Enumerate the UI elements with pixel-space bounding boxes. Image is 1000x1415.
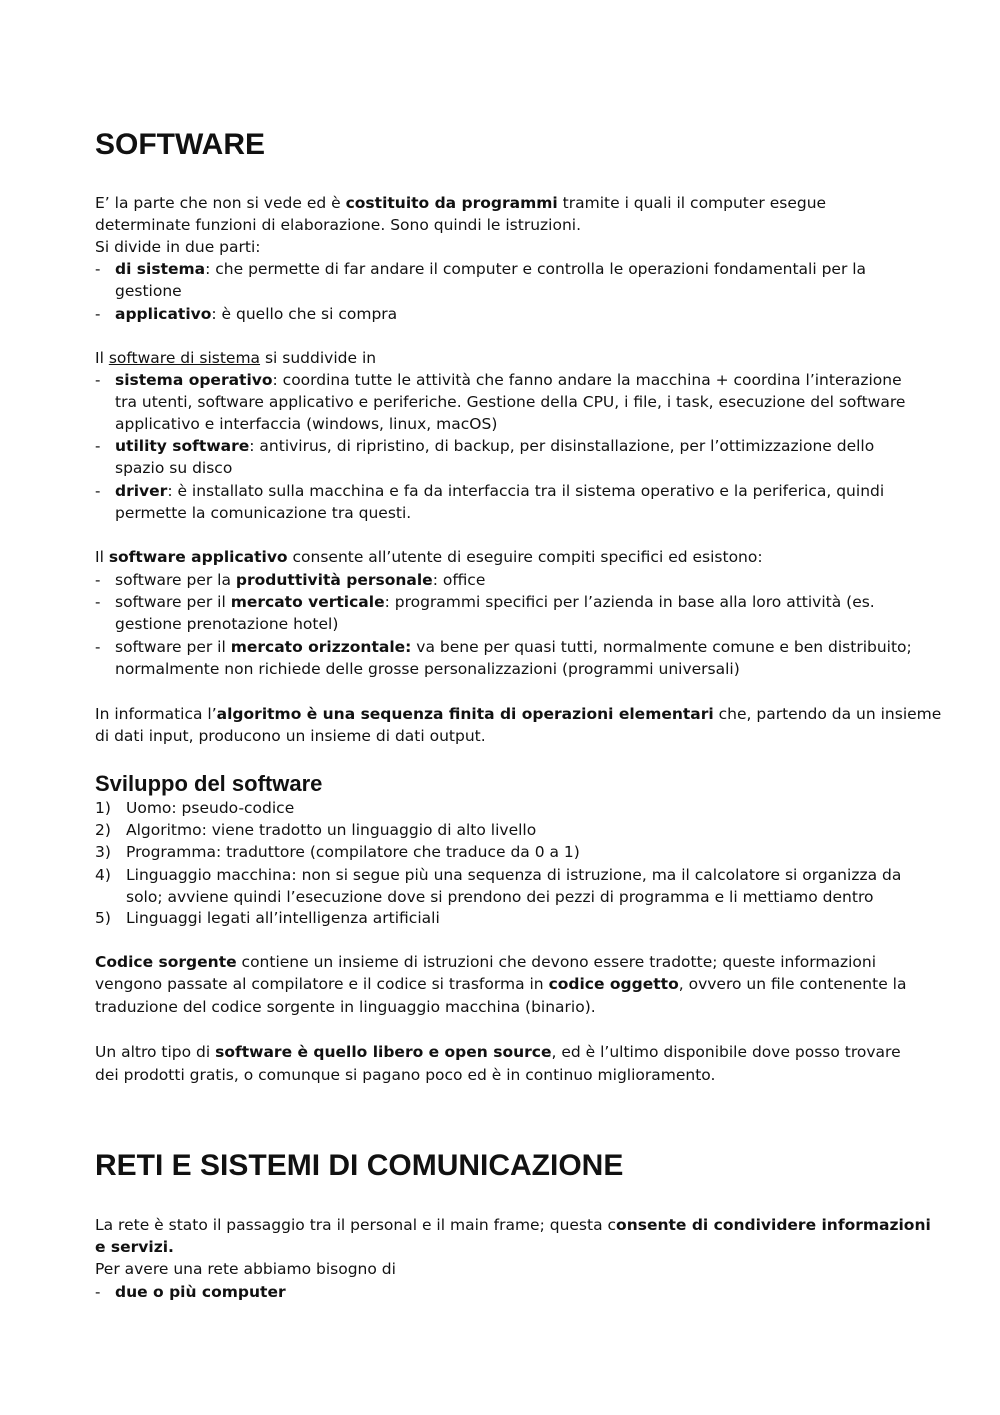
section-title-reti: RETI E SISTEMI DI COMUNICAZIONE [95, 1149, 624, 1182]
list-bullet: - [95, 1283, 101, 1301]
paragraph-line: E’ la parte che non si vede ed è costituito da programmi tramite i quali il computer esegue [95, 194, 827, 212]
paragraph-line: e servizi. [95, 1238, 174, 1256]
list-number: 3) [95, 843, 111, 861]
list-item-continuation: solo; avviene quindi l’esecuzione dove si prendono dei pezzi di programma e li mettiamo dentro [126, 888, 874, 906]
list-item: Algoritmo: viene tradotto un linguaggio di alto livello [126, 821, 537, 839]
paragraph-line: dei prodotti gratis, o comunque si pagano poco ed è in continuo miglioramento. [95, 1066, 716, 1084]
paragraph-line: determinate funzioni di elaborazione. Sono quindi le istruzioni. [95, 216, 582, 234]
paragraph-line: traduzione del codice sorgente in linguaggio macchina (binario). [95, 998, 596, 1016]
list-item-continuation: applicativo e interfaccia (windows, linux, macOS) [115, 415, 498, 433]
list-bullet: - [95, 437, 101, 455]
list-item: software per il mercato verticale: programmi specifici per l’azienda in base alla loro attività (es. [115, 593, 875, 611]
list-item: sistema operativo: coordina tutte le attività che fanno andare la macchina + coordina l’interazione [115, 371, 902, 389]
list-bullet: - [95, 593, 101, 611]
list-item: software per la produttività personale: office [115, 571, 486, 589]
list-number: 4) [95, 866, 111, 884]
list-bullet: - [95, 571, 101, 589]
list-bullet: - [95, 305, 101, 323]
list-item: due o più computer [115, 1283, 286, 1301]
list-number: 2) [95, 821, 111, 839]
list-bullet: - [95, 371, 101, 389]
list-bullet: - [95, 638, 101, 656]
paragraph-line: vengono passate al compilatore e il codice si trasforma in codice oggetto, ovvero un file contenente la [95, 975, 907, 993]
paragraph-line: In informatica l’algoritmo è una sequenza finita di operazioni elementari che, partendo da un insieme [95, 705, 942, 723]
paragraph-line: Il software di sistema si suddivide in [95, 349, 377, 367]
list-item: software per il mercato orizzontale: va bene per quasi tutti, normalmente comune e ben distribuito; [115, 638, 912, 656]
paragraph-line: Codice sorgente contiene un insieme di istruzioni che devono essere tradotte; queste informazioni [95, 953, 877, 971]
list-number: 5) [95, 909, 111, 927]
list-item: driver: è installato sulla macchina e fa da interfaccia tra il sistema operativo e la periferica, quindi [115, 482, 885, 500]
paragraph-line: Il software applicativo consente all’utente di eseguire compiti specifici ed esistono: [95, 548, 763, 566]
list-number: 1) [95, 799, 111, 817]
list-item-continuation: permette la comunicazione tra questi. [115, 504, 412, 522]
section-title-sviluppo: Sviluppo del software [95, 771, 323, 796]
paragraph-line: La rete è stato il passaggio tra il personal e il main frame; questa consente di condividere informazioni [95, 1216, 931, 1234]
list-item: applicativo: è quello che si compra [115, 305, 398, 323]
paragraph-line: Si divide in due parti: [95, 238, 261, 256]
paragraph-line: Per avere una rete abbiamo bisogno di [95, 1260, 396, 1278]
paragraph-line: di dati input, producono un insieme di dati output. [95, 727, 486, 745]
section-title-software: SOFTWARE [95, 128, 265, 161]
list-item: Programma: traduttore (compilatore che traduce da 0 a 1) [126, 843, 580, 861]
list-item-continuation: normalmente non richiede delle grosse personalizzazioni (programmi universali) [115, 660, 740, 678]
list-item-continuation: gestione prenotazione hotel) [115, 615, 339, 633]
list-item: utility software: antivirus, di ripristino, di backup, per disinstallazione, per l’ottimizzazione dello [115, 437, 875, 455]
paragraph-line: Un altro tipo di software è quello libero e open source, ed è l’ultimo disponibile dove posso trovare [95, 1043, 901, 1061]
list-item: Uomo: pseudo-codice [126, 799, 295, 817]
list-item: Linguaggio macchina: non si segue più una sequenza di istruzione, ma il calcolatore si organizza da [126, 866, 902, 884]
list-item: Linguaggi legati all’intelligenza artificiali [126, 909, 440, 927]
list-item-continuation: spazio su disco [115, 459, 233, 477]
list-item-continuation: tra utenti, software applicativo e periferiche. Gestione della CPU, i file, i task, esecuzione del software [115, 393, 906, 411]
list-item: di sistema: che permette di far andare il computer e controlla le operazioni fondamentali per la [115, 260, 867, 278]
list-item-continuation: gestione [115, 282, 182, 300]
list-bullet: - [95, 482, 101, 500]
list-bullet: - [95, 260, 101, 278]
